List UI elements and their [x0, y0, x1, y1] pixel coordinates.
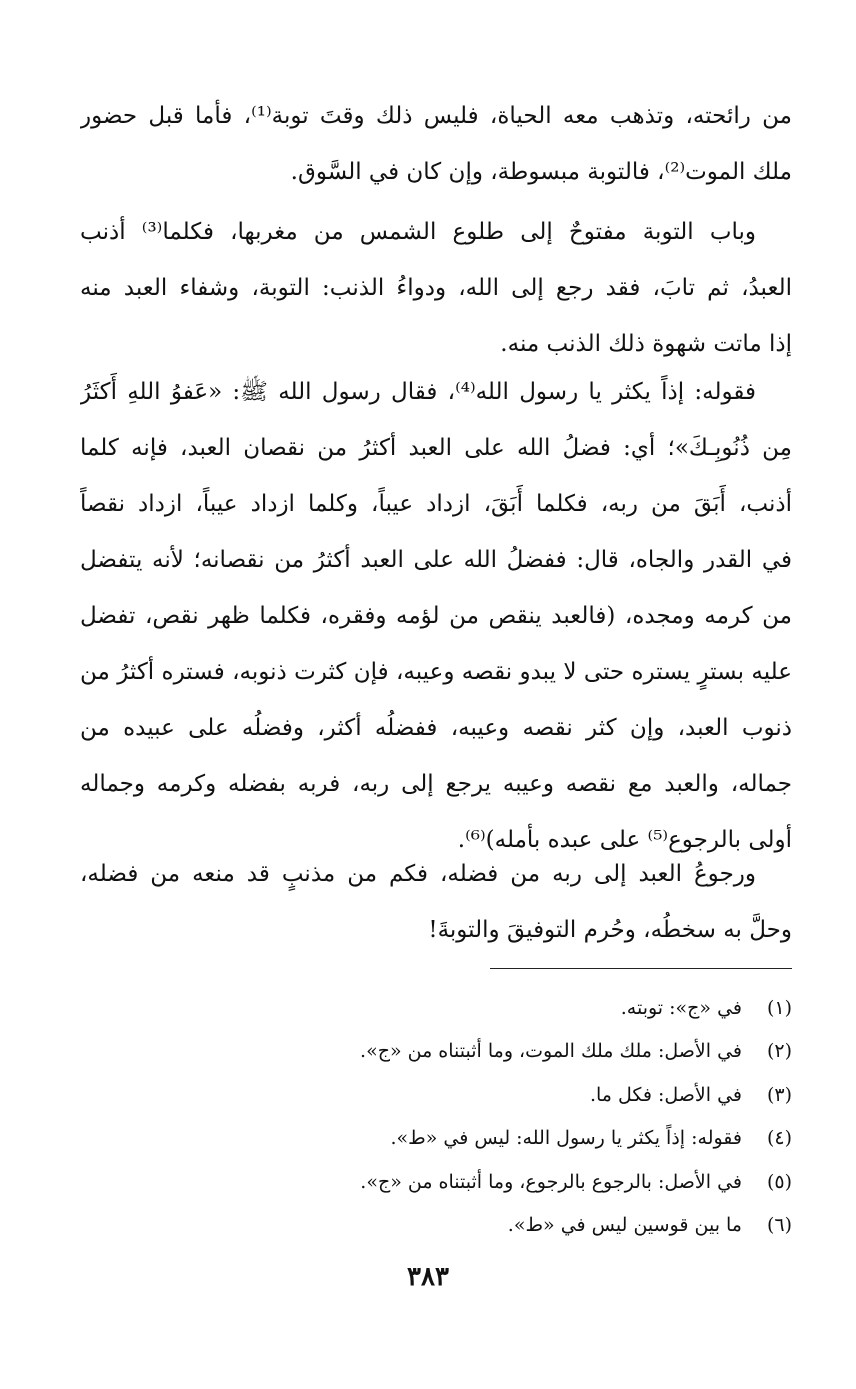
footnote-divider: [490, 968, 792, 969]
footnote-number: (٦): [766, 1214, 792, 1237]
text-line: إذا ماتت شهوة ذلك الذنب منه.: [500, 331, 792, 357]
footnote-item: [92, 1117, 792, 1161]
paragraph-1: [80, 88, 792, 200]
footnote-number: (٣): [766, 1083, 792, 1106]
footnote-text: في الأصل: فكل ما.: [589, 1083, 742, 1106]
footnote-number: (٥): [766, 1170, 792, 1193]
text-line: ملك الموت⁽²⁾، فالتوبة مبسوطة، وإن كان في السَّوق.: [290, 159, 792, 185]
text-line: ذنوب العبد، وإن كثر نقصه وعيبه، ففضلُه أكثر، وفضلُه على عبيده من: [80, 715, 792, 741]
footnote-item: [92, 1073, 792, 1117]
footnote-item: [92, 1030, 792, 1074]
page-number: ٣٨٣: [407, 1262, 449, 1292]
footnote-number: (٤): [766, 1127, 792, 1150]
text-line: فقوله: إذاً يكثر يا رسول الله⁽⁴⁾، فقال رسول الله ﷺ: «عَفوُ اللهِ أَكثَرُ: [80, 379, 756, 405]
footnote-text: ما بين قوسين ليس في «ط».: [507, 1214, 742, 1237]
footnote-number: (١): [766, 996, 792, 1019]
text-line: أذنب، أَبَقَ من ربه، فكلما أَبَقَ، ازداد عيباً، وكلما ازداد عيباً، ازداد نقصاً: [80, 491, 792, 517]
footnote-item: [92, 1160, 792, 1204]
text-line: من رائحته، وتذهب معه الحياة، فليس ذلك وقتَ توبة⁽¹⁾، فأما قبل حضور: [80, 103, 792, 129]
text-line: في القدر والجاه، قال: ففضلُ الله على العبد أكثرُ من نقصانه؛ لأنه يتفضل: [80, 547, 792, 573]
footnote-text: في الأصل: بالرجوع بالرجوع، وما أثبتناه من «ج».: [360, 1170, 742, 1193]
footnote-item: [92, 1204, 792, 1248]
footnote-text: فقوله: إذاً يكثر يا رسول الله: ليس في «ط».: [390, 1127, 742, 1150]
footnote-text: في «ج»: توبته.: [620, 996, 742, 1019]
paragraph-3: [80, 364, 792, 868]
paragraph-4: [80, 846, 792, 958]
text-line: العبدُ، ثم تابَ، فقد رجع إلى الله، ودواءُ الذنب: التوبة، وشفاء العبد منه: [80, 275, 792, 301]
text-line: من كرمه ومجده، (فالعبد ينقص من لؤمه وفقره، فكلما ظهر نقص، تفضل: [80, 603, 792, 629]
text-line: أولى بالرجوع⁽⁵⁾ على عبده بأمله)⁽⁶⁾.: [457, 827, 792, 853]
text-line: وحلَّ به سخطُه، وحُرم التوفيقَ والتوبةَ!: [428, 917, 792, 943]
text-line: جماله، والعبد مع نقصه وعيبه يرجع إلى ربه، فربه بفضله وكرمه وجماله: [80, 771, 792, 797]
text-line: مِن ذُنُوبِـكَ»؛ أي: فضلُ الله على العبد أكثرُ من نقصان العبد، فإنه كلما: [80, 435, 792, 461]
footnote-number: (٢): [766, 1040, 792, 1063]
footnote-text: في الأصل: ملك ملك الموت، وما أثبتناه من «ج».: [360, 1040, 742, 1063]
paragraph-2: [80, 204, 792, 372]
footnote-item: [92, 986, 792, 1030]
text-line: ورجوعُ العبد إلى ربه من فضله، فكم من مذنبٍ قد منعه من فضله،: [80, 861, 756, 887]
footnotes: [92, 986, 792, 1247]
text-line: عليه بسترٍ يستره حتى لا يبدو نقصه وعيبه، فإن كثرت ذنوبه، فستره أكثرُ من: [80, 659, 792, 685]
text-line: وباب التوبة مفتوحٌ إلى طلوع الشمس من مغربها، فكلما⁽³⁾ أذنب: [80, 219, 756, 245]
